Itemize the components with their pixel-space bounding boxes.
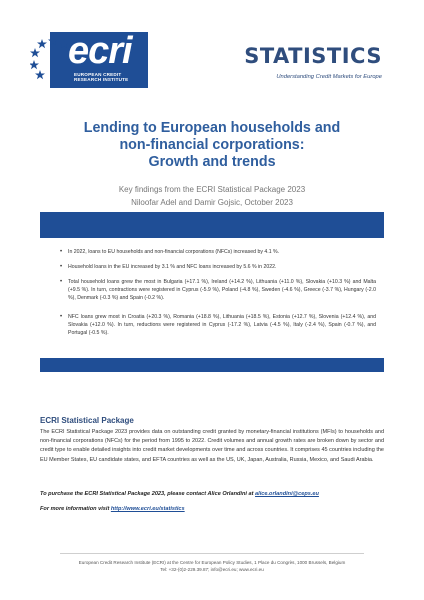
statistics-heading: STATISTICS — [244, 44, 382, 68]
summary-bullet: • In 2022, loans to EU households and non-financial corporations (NFCs) increased by 4.1 %. — [60, 248, 279, 256]
purchase-line — [40, 491, 390, 497]
summary-bullet: • Household loans in the EU increased by 3.1 % and NFC loans increased by 5.6 % in 2022. — [60, 263, 277, 271]
info-text: For more information visit — [40, 506, 111, 512]
summary-bullet: • NFC loans grew most in Croatia (+20.3 %), Romania (+18.8 %), Lithuania (+18.5 %), Estonia (+12.7 %), Slovenia (+12.4 %), and Slovakia (+12.0 %). In turn, reductions were registered in Cyprus (-17.2 %), Latvia (-4.5 %), Italy (-2.4 %), Spain (-0.7 %), and Portugal (-0.5 %). — [60, 313, 376, 337]
summary-bullet: • Total household loans grew the most in Bulgaria (+17.1 %), Ireland (+14.2 %), Lithuania (+11.0 %), Slovakia (+10.3 %) and Malta (+9.5 %). In turn, contractions were registered in Cyprus (-5.9 %), Poland (-4.8 %), Sweden (-4.6 %), Greece (-3.7 %), Hungary (-2.0 %), Denmark (-0.3 %) and Spain (-0.2 %). — [60, 278, 376, 302]
ecri-logo — [30, 28, 148, 88]
footer-divider — [60, 553, 364, 554]
report-authors-date: Niloofar Adel and Damir Gojsic, October 2023 — [131, 198, 293, 207]
title-line-1: Lending to European households and — [83, 120, 341, 136]
summary-body — [40, 238, 384, 358]
info-line — [40, 506, 185, 512]
summary-header-band — [40, 212, 384, 238]
purchase-text: To purchase the ECRI Statistical Package 2023, please contact Alice Orlandini at — [40, 491, 256, 497]
purchase-email-link[interactable]: alice.orlandini@ceps.eu — [255, 491, 319, 497]
summary-footer-band — [40, 358, 384, 372]
title-line-2: non-financial corporations: — [119, 137, 305, 153]
report-title — [40, 120, 384, 171]
footer-contact: Tel: +32-(0)2-229.39.87; info@ecri.eu; www.ecri.eu — [160, 567, 264, 572]
logo-subtitle: EUROPEAN CREDIT RESEARCH INSTITUTE — [74, 72, 129, 82]
statistics-tagline: Understanding Credit Markets for Europe — [276, 74, 382, 80]
package-description: The ECRI Statistical Package 2023 provides data on outstanding credit granted by monetary-financial institutions (MFIs) to households and non-financial corporations (NFCs) for the period from 1995 to 2022. Credit volumes and annual growth rates are broken down by sector and credit type to enable detailed insights into credit market developments over time and across countries. It comprises 45 countries including the EU Member States, EU candidate states, and EFTA countries as well as the US, UK, Japan, Australia, Russia, Mexico, and Saudi Arabia. — [40, 429, 384, 463]
summary-box — [40, 212, 384, 372]
package-heading: ECRI Statistical Package — [40, 416, 134, 425]
title-line-3: Growth and trends — [148, 154, 276, 170]
logo-wordmark: ecri — [68, 30, 132, 72]
info-website-link[interactable]: http://www.ecri.eu/statistics — [110, 506, 185, 512]
footer-address: European Credit Research Institute (ECRI) at the Centre for European Policy Studies, 1 Place du Congrès, 1000 Brussels, Belgium — [78, 560, 346, 565]
report-subtitle: Key findings from the ECRI Statistical Package 2023 — [118, 185, 306, 194]
